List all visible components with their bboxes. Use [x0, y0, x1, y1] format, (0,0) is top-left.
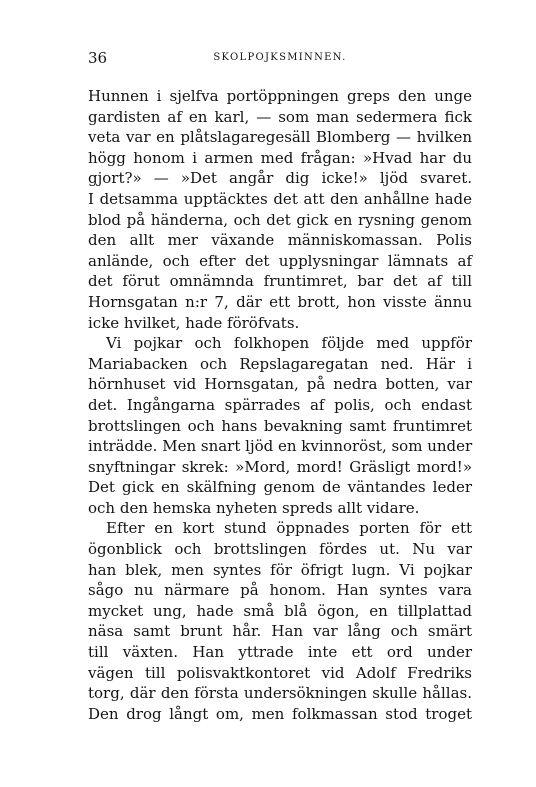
page-number: 36 [88, 49, 108, 67]
text-line: Efter en kort stund öppnades porten för ett [106, 519, 472, 538]
body-text [88, 86, 472, 724]
text-line: brottslingen och hans bevakning samt fruntimret [88, 416, 472, 435]
text-line: inträdde. Men snart ljöd en kvinnoröst, som under [88, 437, 473, 456]
running-head: SKOLPOJKSMINNEN. [213, 52, 347, 63]
text-line: gardisten af en karl, — som man sedermera fick [88, 107, 472, 126]
text-line: torg, där den första undersökningen skulle hållas. [88, 684, 472, 703]
text-line: högg honom i armen med frågan: »Hvad har du [88, 148, 472, 167]
text-line: veta var en plåtslagaregesäll Blomberg — hvilken [88, 128, 472, 147]
text-line: Den drog långt om, men folkmassan stod troget [88, 704, 472, 723]
text-line: det förut omnämnda fruntimret, bar det af till [88, 272, 472, 291]
text-line: sågo nu närmare på honom. Han syntes vara [88, 581, 472, 600]
text-line: och den hemska nyheten spreds allt vidare. [88, 498, 420, 517]
text-line: vägen till polisvaktkontoret vid Adolf Fredriks [88, 663, 472, 682]
text-line: den allt mer växande människomassan. Polis [88, 231, 472, 250]
text-line: Det gick en skälfning genom de väntandes leder [88, 478, 472, 497]
text-line: mycket ung, hade små blå ögon, en tillplattad [88, 601, 472, 620]
text-line: Mariabacken och Repslagaregatan ned. Här i [88, 354, 472, 373]
text-line: han blek, men syntes för öfrigt lugn. Vi pojkar [88, 560, 472, 579]
text-line: gjort?» — »Det angår dig icke!» ljöd svaret. [88, 169, 472, 188]
text-line: icke hvilket, hade föröfvats. [88, 313, 300, 332]
text-line: näsa samt brunt hår. Han var lång och smärt [88, 622, 472, 641]
text-line: hörnhuset vid Hornsgatan, på nedra botten, var [88, 375, 472, 394]
text-line: Hornsgatan n:r 7, där ett brott, hon visste ännu [88, 292, 472, 311]
text-line: anlände, och efter det upplysningar lämnats af [88, 251, 472, 270]
text-line: blod på händerna, och det gick en rysning genom [88, 210, 472, 229]
page-header [88, 48, 472, 68]
text-line: ögonblick och brottslingen fördes ut. Nu var [88, 540, 472, 559]
text-line: Hunnen i sjelfva portöppningen greps den unge [88, 87, 472, 105]
text-line: till växten. Han yttrade inte ett ord under [88, 643, 472, 662]
text-line: det. Ingångarna spärrades af polis, och endast [88, 395, 472, 414]
text-line: snyftningar skrek: »Mord, mord! Gräsligt mord!» [88, 457, 472, 476]
text-line: I detsamma upptäcktes det att den anhållne hade [88, 189, 472, 208]
text-line: Vi pojkar och folkhopen följde med uppför [106, 334, 472, 353]
